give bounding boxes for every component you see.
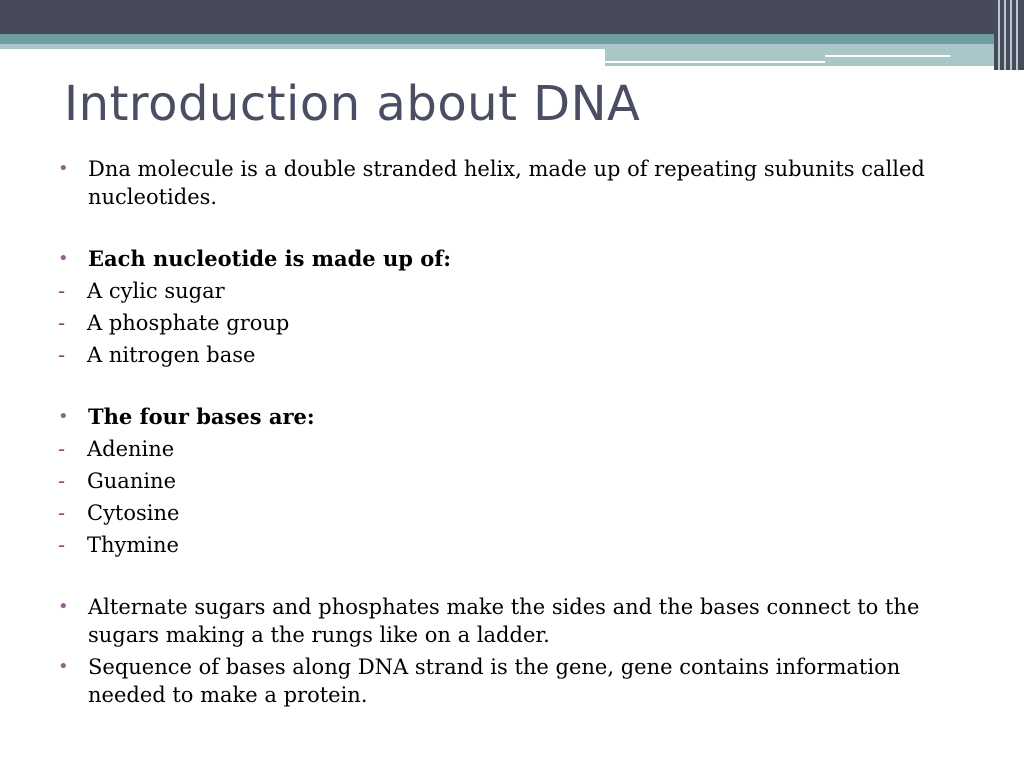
dash-icon: - bbox=[58, 279, 66, 303]
bullet-text: Each nucleotide is made up of: bbox=[88, 246, 452, 271]
banner-accent-line bbox=[825, 55, 950, 57]
bullet-icon: • bbox=[58, 406, 69, 427]
dash-item bbox=[58, 467, 958, 495]
dash-item bbox=[58, 531, 958, 559]
slide-title: Introduction about DNA bbox=[64, 76, 641, 132]
banner-accent-line bbox=[605, 61, 825, 63]
dash-icon: - bbox=[58, 437, 66, 461]
dash-item bbox=[58, 341, 958, 369]
bullet-icon: • bbox=[58, 248, 69, 269]
banner-light-band bbox=[0, 44, 605, 49]
bullet-icon: • bbox=[58, 656, 69, 677]
dash-text: Guanine bbox=[87, 469, 177, 493]
dash-icon: - bbox=[58, 533, 66, 557]
dash-item bbox=[58, 435, 958, 463]
bullet-text: The four bases are: bbox=[88, 404, 315, 429]
dash-text: A cylic sugar bbox=[87, 279, 225, 303]
banner-dark-band bbox=[0, 0, 1024, 34]
dash-item bbox=[58, 499, 958, 527]
bullet-item bbox=[58, 155, 958, 211]
header-banner bbox=[0, 0, 1024, 70]
dash-icon: - bbox=[58, 469, 66, 493]
banner-stripes bbox=[994, 0, 1024, 70]
slide-body bbox=[58, 155, 958, 709]
dash-text: Cytosine bbox=[87, 501, 180, 525]
bullet-text: Dna molecule is a double stranded helix, made up of repeating subunits called nucleotides. bbox=[88, 157, 925, 209]
bullet-item bbox=[58, 593, 958, 649]
banner-teal-band bbox=[0, 34, 1024, 44]
dash-text: A phosphate group bbox=[87, 311, 290, 335]
dash-item bbox=[58, 309, 958, 337]
dash-text: Thymine bbox=[87, 533, 179, 557]
bullet-text: Sequence of bases along DNA strand is the gene, gene contains information needed to make a protein. bbox=[88, 655, 901, 707]
dash-text: A nitrogen base bbox=[87, 343, 256, 367]
dash-item bbox=[58, 277, 958, 305]
dash-icon: - bbox=[58, 501, 66, 525]
dash-text: Adenine bbox=[87, 437, 175, 461]
bullet-item bbox=[58, 403, 958, 431]
bullet-item bbox=[58, 245, 958, 273]
dash-icon: - bbox=[58, 311, 66, 335]
dash-icon: - bbox=[58, 343, 66, 367]
bullet-text: Alternate sugars and phosphates make the sides and the bases connect to the sugars making a the rungs like on a ladder. bbox=[88, 595, 920, 647]
bullet-icon: • bbox=[58, 596, 69, 617]
bullet-icon: • bbox=[58, 158, 69, 179]
bullet-item bbox=[58, 653, 958, 709]
